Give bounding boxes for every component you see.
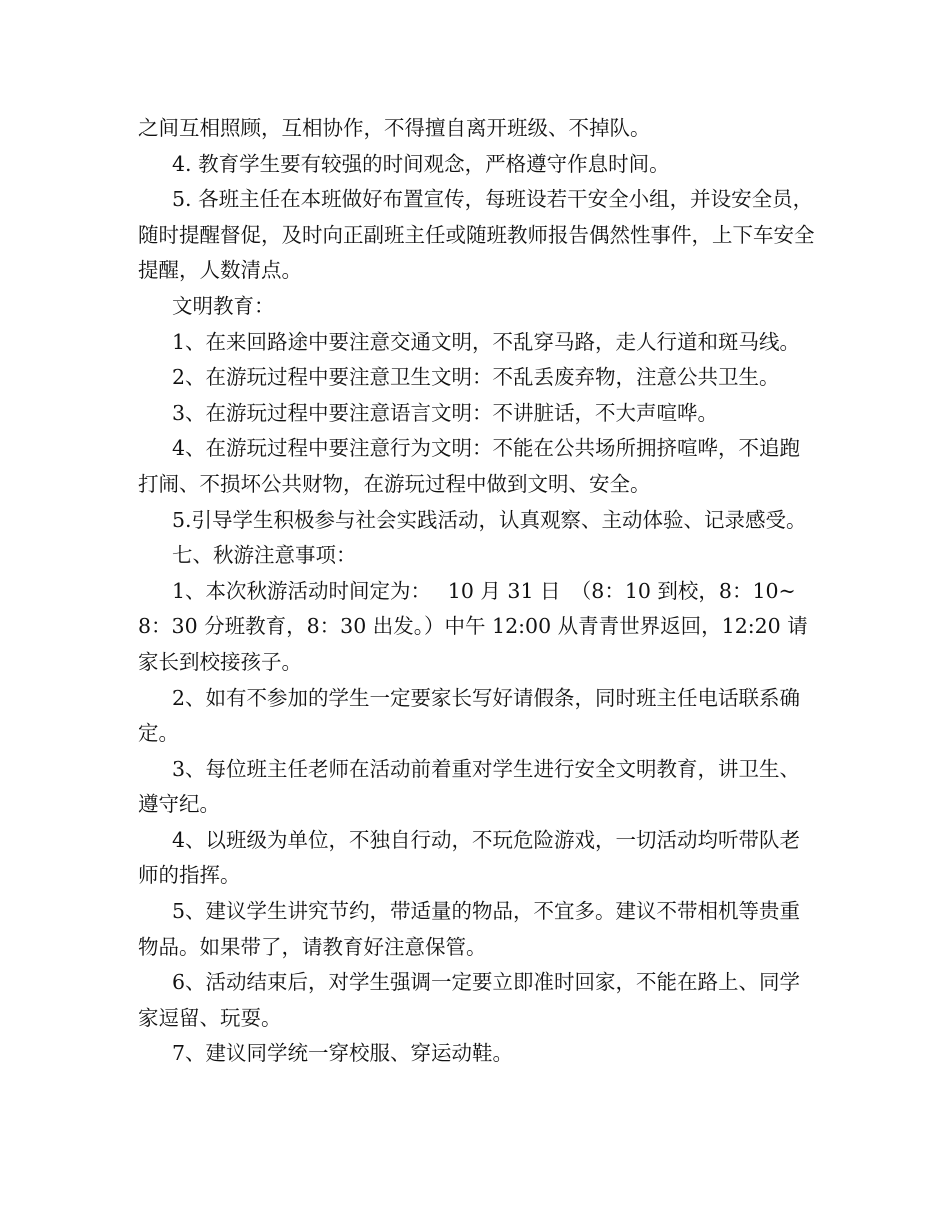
paragraph-note-4-class-unit: 4、以班级为单位，不独自行动，不玩危险游戏，一切活动均听带队老师的指挥。	[138, 827, 801, 888]
document-body	[138, 111, 818, 1072]
paragraph-note-3-teachers: 3、每位班主任老师在活动前着重对学生进行安全文明教育，讲卫生、遵守纪。	[138, 756, 801, 817]
paragraph-civil-4: 4、在游玩过程中要注意行为文明：不能在公共场所拥挤喧哗，不追跑打闹、不损坏公共财物，在游玩过程中做到文明、安全。	[138, 436, 801, 496]
section-heading-autumn-trip-notes: 七、秋游注意事项：	[172, 543, 357, 568]
paragraph-civil-3: 3、在游玩过程中要注意语言文明：不讲脏话，不大声喧哗。	[172, 400, 719, 425]
paragraph-note-5-items: 5、建议学生讲究节约，带适量的物品，不宜多。建议不带相机等贵重物品。如果带了，请教育好注意保管。	[138, 899, 801, 959]
paragraph-note-7-uniform: 7、建议同学统一穿校服、穿运动鞋。	[172, 1041, 514, 1066]
paragraph-continuation: 之间互相照顾，互相协作，不得擅自离开班级、不掉队。	[138, 116, 651, 140]
paragraph-note-2-leave: 2、如有不参加的学生一定要家长写好请假条，同时班主任电话联系确定。	[138, 685, 801, 746]
paragraph-civil-1: 1、在来回路途中要注意交通文明，不乱穿马路，走人行道和斑马线。	[172, 329, 801, 354]
paragraph-note-1-schedule: 1、本次秋游活动时间定为： 10 月 31 日 （8：10 到校，8：10~8：30 分班教育，8：30 出发。）中午 12:00 从青青世界返回，12:20 请家长到校接孩子。	[138, 578, 808, 674]
paragraph-note-6-return-home: 6、活动结束后，对学生强调一定要立即准时回家，不能在路上、同学家逗留、玩耍。	[138, 970, 801, 1030]
paragraph-civil-5: 5.引导学生积极参与社会实践活动，认真观察、主动体验、记录感受。	[172, 507, 807, 532]
paragraph-item-5-safety-groups: 5. 各班主任在本班做好布置宣传，每班设若干安全小组，并设安全员，随时提醒督促，及时向正副班主任或随班教师报告偶然性事件，上下车安全提醒，人数清点。	[138, 187, 815, 283]
paragraph-item-4-time: 4. 教育学生要有较强的时间观念，严格遵守作息时间。	[172, 151, 670, 176]
section-heading-civilized-education: 文明教育：	[172, 293, 275, 318]
paragraph-civil-2: 2、在游玩过程中要注意卫生文明：不乱丢废弃物，注意公共卫生。	[172, 365, 780, 390]
